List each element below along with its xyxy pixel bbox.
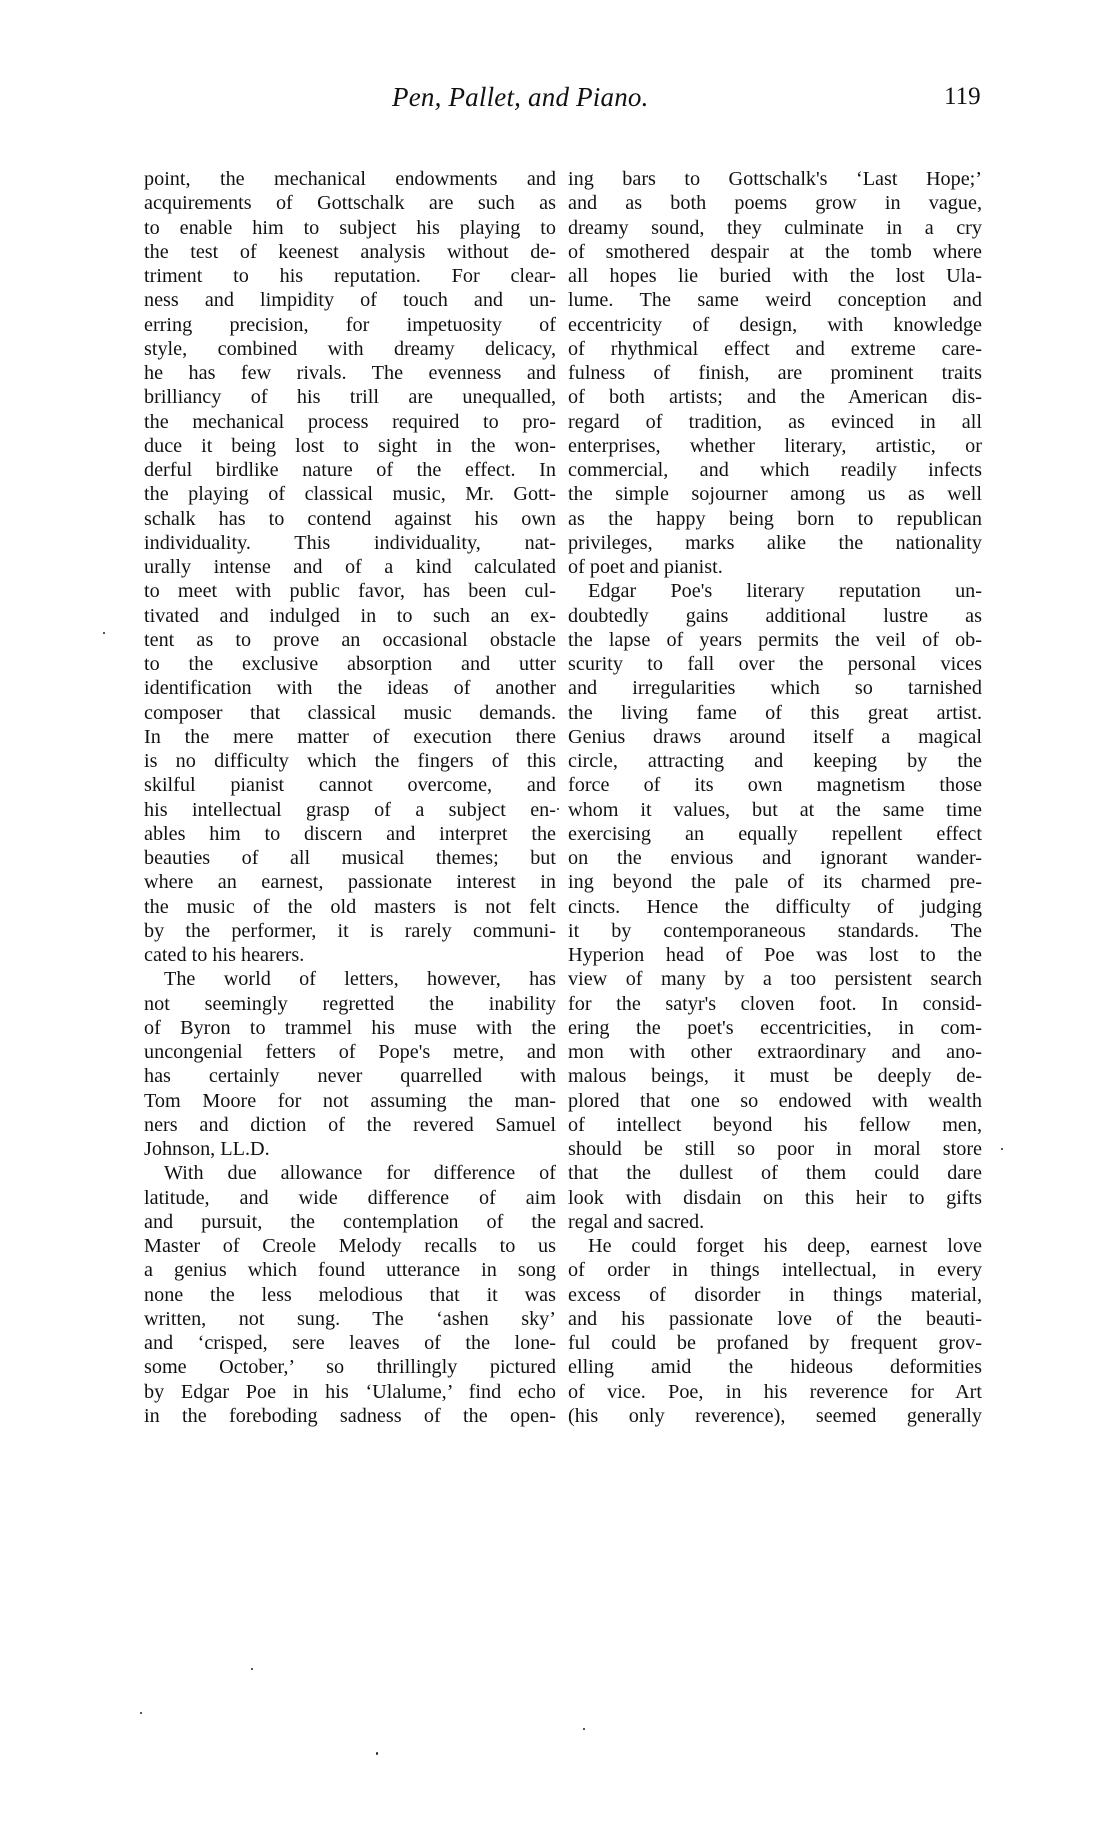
page-number: 119	[944, 83, 981, 110]
scan-speck	[1001, 1148, 1003, 1150]
text-line: and pursuit, the contemplation of the	[144, 1210, 556, 1233]
text-line: by Edgar Poe in his ‘Ulalume,’ find echo	[144, 1380, 556, 1403]
text-line: ners and diction of the revered Samuel	[144, 1113, 556, 1136]
text-line: ables him to discern and interpret the	[144, 822, 556, 845]
text-line: exercising an equally repellent effect	[568, 822, 982, 845]
text-column-left	[144, 167, 556, 1428]
text-line: in the foreboding sadness of the open-	[144, 1404, 556, 1427]
text-line: The world of letters, however, has	[164, 968, 556, 991]
text-line: urally intense and of a kind calculated	[144, 556, 556, 578]
scan-speck	[103, 632, 105, 634]
text-line: circle, attracting and keeping by the	[568, 750, 982, 772]
text-line: to the exclusive absorption and utter	[144, 653, 556, 675]
text-line: where an earnest, passionate interest in	[144, 871, 556, 894]
text-line: a genius which found utterance in song	[144, 1259, 556, 1282]
text-line: ering the poet's eccentricities, in com-	[568, 1016, 982, 1039]
text-line: With due allowance for difference of	[164, 1162, 556, 1185]
text-line: written, not sung. The ‘ashen sky’	[144, 1307, 556, 1330]
text-line: In the mere matter of execution there	[144, 725, 556, 748]
text-line: the living fame of this great artist.	[568, 701, 982, 724]
text-line: on the envious and ignorant wander-	[568, 847, 982, 869]
text-line: the playing of classical music, Mr. Gott-	[144, 483, 556, 506]
text-line: skilful pianist cannot overcome, and	[144, 774, 556, 797]
text-line: look with disdain on this heir to gifts	[568, 1186, 982, 1209]
text-column-right	[568, 167, 982, 1428]
text-line: duce it being lost to sight in the won-	[144, 434, 556, 457]
text-line: of Byron to trammel his muse with the	[144, 1016, 556, 1039]
text-line: Hyperion head of Poe was lost to the	[568, 944, 982, 966]
text-line: and as both poems grow in vague,	[568, 192, 982, 215]
scan-speck	[251, 1668, 253, 1670]
scan-speck	[140, 1712, 142, 1714]
text-line: cincts. Hence the difficulty of judging	[568, 895, 982, 918]
scan-speck	[376, 1752, 378, 1755]
text-line: doubtedly gains additional lustre as	[568, 604, 982, 627]
text-line: of order in things intellectual, in every	[568, 1259, 982, 1282]
text-line: his intellectual grasp of a subject en-	[144, 798, 556, 821]
text-line: Master of Creole Melody recalls to us	[144, 1235, 556, 1257]
text-line: point, the mechanical endowments and	[144, 168, 556, 190]
text-line: He could forget his deep, earnest love	[588, 1235, 982, 1257]
text-line: is no difficulty which the fingers of this	[144, 750, 556, 772]
text-line: Johnson, LL.D.	[144, 1138, 270, 1160]
text-line: of poet and pianist.	[568, 556, 723, 578]
running-title: Pen, Pallet, and Piano.	[392, 82, 649, 112]
text-line: eccentricity of design, with knowledge	[568, 313, 982, 336]
text-line: and his passionate love of the beauti-	[568, 1307, 982, 1330]
text-line: of smothered despair at the tomb where	[568, 240, 982, 263]
text-line: privileges, marks alike the nationality	[568, 531, 982, 554]
text-line: the test of keenest analysis without de-	[144, 240, 556, 263]
text-line: of vice. Poe, in his reverence for Art	[568, 1380, 982, 1403]
text-line: to meet with public favor, has been cul-	[144, 580, 556, 603]
text-line: scurity to fall over the personal vices	[568, 653, 982, 675]
text-line: identification with the ideas of another	[144, 677, 556, 700]
text-line: and irregularities which so tarnished	[568, 677, 982, 700]
text-line: none the less melodious that it was	[144, 1283, 556, 1306]
text-line: for the satyr's cloven foot. In consid-	[568, 992, 982, 1015]
text-line: tivated and indulged in to such an ex-	[144, 604, 556, 627]
scan-speck	[583, 1728, 585, 1730]
text-line: has certainly never quarrelled with	[144, 1065, 556, 1088]
text-line: Edgar Poe's literary reputation un-	[588, 580, 982, 603]
text-line: all hopes lie buried with the lost Ula-	[568, 265, 982, 287]
text-line: the lapse of years permits the veil of ob-	[568, 628, 982, 651]
text-line: cated to his hearers.	[144, 944, 305, 966]
text-line: brilliancy of his trill are unequalled,	[144, 386, 556, 409]
text-line: whom it values, but at the same time	[568, 798, 982, 821]
scan-speck	[557, 808, 559, 810]
text-line: Genius draws around itself a magical	[568, 725, 982, 748]
text-line: by the performer, it is rarely communi-	[144, 919, 556, 942]
text-line: some October,’ so thrillingly pictured	[144, 1356, 556, 1379]
text-line: of intellect beyond his fellow men,	[568, 1113, 982, 1136]
text-line: triment to his reputation. For clear-	[144, 265, 556, 287]
text-line: tent as to prove an occasional obstacle	[144, 628, 556, 651]
text-line: plored that one so endowed with wealth	[568, 1089, 982, 1112]
text-line: of both artists; and the American dis-	[568, 386, 982, 409]
text-line: ing beyond the pale of its charmed pre-	[568, 871, 982, 894]
text-line: enterprises, whether literary, artistic, or	[568, 434, 982, 457]
text-line: the simple sojourner among us as well	[568, 483, 982, 506]
text-line: uncongenial fetters of Pope's metre, and	[144, 1041, 556, 1063]
text-line: commercial, and which readily infects	[568, 459, 982, 481]
text-line: style, combined with dreamy delicacy,	[144, 337, 556, 360]
text-line: ing bars to Gottschalk's ‘Last Hope;’	[568, 168, 982, 190]
text-line: to enable him to subject his playing to	[144, 216, 556, 239]
text-line: not seemingly regretted the inability	[144, 992, 556, 1015]
text-line: regard of tradition, as evinced in all	[568, 410, 982, 433]
text-line: derful birdlike nature of the effect. In	[144, 459, 556, 481]
text-line: it by contemporaneous standards. The	[568, 919, 982, 942]
text-line: as the happy being born to republican	[568, 507, 982, 530]
text-line: erring precision, for impetuosity of	[144, 313, 556, 336]
text-line: (his only reverence), seemed generally	[568, 1404, 982, 1427]
text-line: individuality. This individuality, nat-	[144, 531, 556, 554]
text-line: lume. The same weird conception and	[568, 289, 982, 312]
text-line: regal and sacred.	[568, 1210, 705, 1233]
text-line: the music of the old masters is not felt	[144, 895, 556, 918]
text-line: force of its own magnetism those	[568, 774, 982, 797]
text-line: he has few rivals. The evenness and	[144, 362, 556, 384]
text-line: that the dullest of them could dare	[568, 1162, 982, 1185]
text-line: fulness of finish, are prominent traits	[568, 362, 982, 384]
text-line: acquirements of Gottschalk are such as	[144, 192, 556, 215]
text-line: Tom Moore for not assuming the man-	[144, 1089, 556, 1112]
text-line: should be still so poor in moral store	[568, 1138, 982, 1160]
text-line: the mechanical process required to pro-	[144, 410, 556, 433]
text-line: and ‘crisped, sere leaves of the lone-	[144, 1332, 556, 1354]
text-line: mon with other extraordinary and ano-	[568, 1041, 982, 1063]
text-line: of rhythmical effect and extreme care-	[568, 337, 982, 360]
text-line: view of many by a too persistent search	[568, 968, 982, 991]
text-line: schalk has to contend against his own	[144, 507, 556, 530]
text-line: dreamy sound, they culminate in a cry	[568, 216, 982, 239]
running-head	[0, 82, 1120, 122]
text-line: composer that classical music demands.	[144, 701, 556, 724]
text-line: beauties of all musical themes; but	[144, 847, 556, 869]
text-line: ness and limpidity of touch and un-	[144, 289, 556, 312]
text-line: excess of disorder in things material,	[568, 1283, 982, 1306]
text-line: ful could be profaned by frequent grov-	[568, 1332, 982, 1354]
text-line: latitude, and wide difference of aim	[144, 1186, 556, 1209]
text-line: elling amid the hideous deformities	[568, 1356, 982, 1379]
text-line: malous beings, it must be deeply de-	[568, 1065, 982, 1088]
